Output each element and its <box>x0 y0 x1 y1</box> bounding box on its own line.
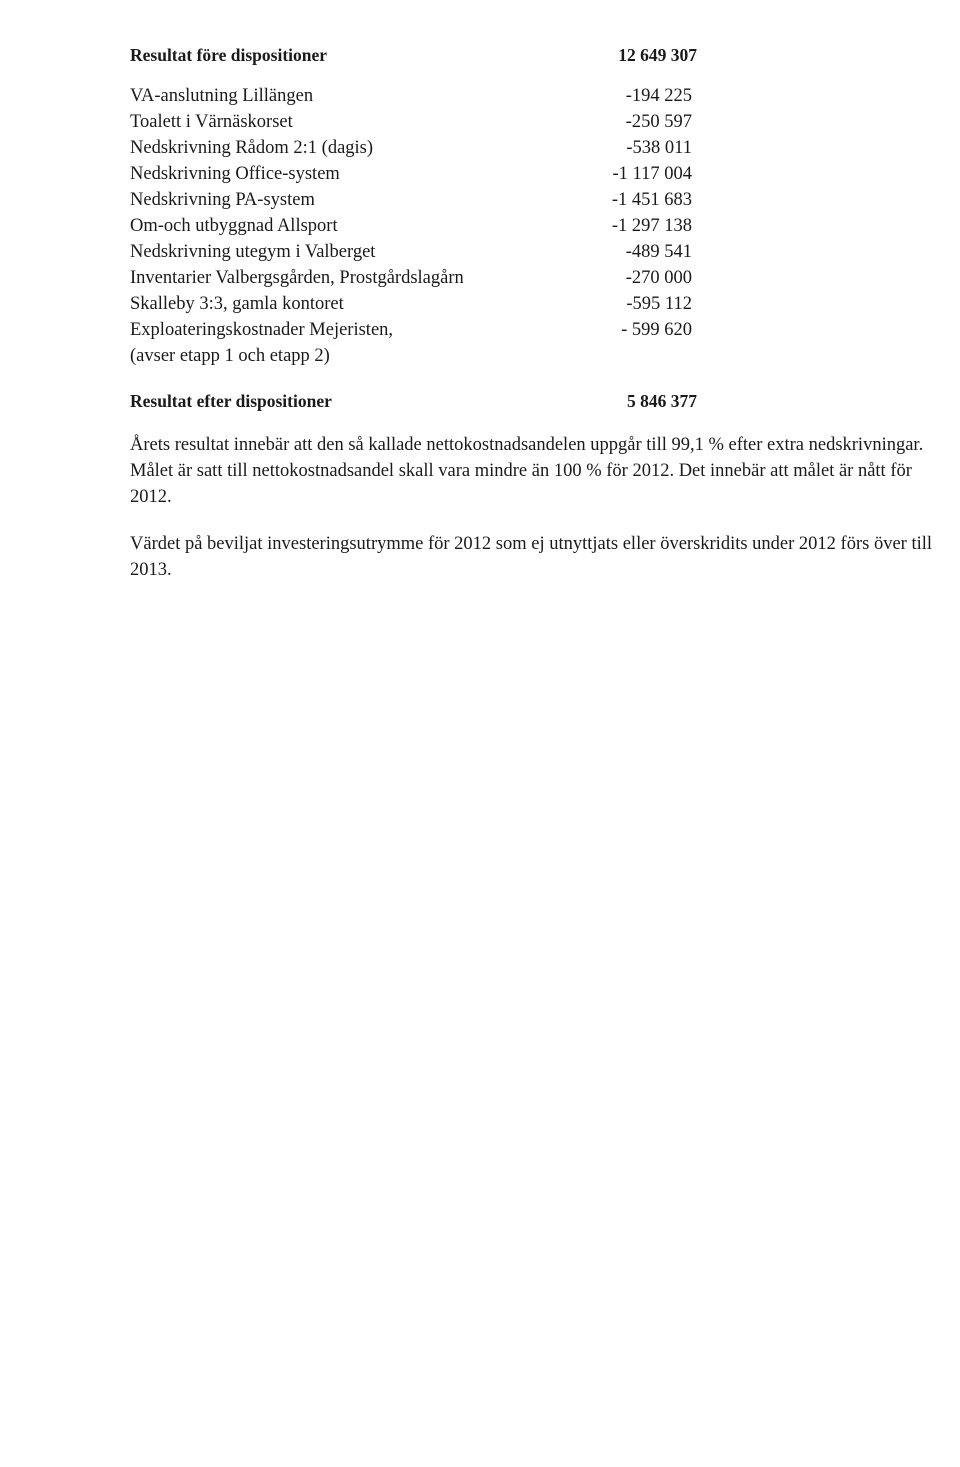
item-value: -595 112 <box>626 294 692 314</box>
item-value: - 599 620 <box>621 320 692 340</box>
result-before-label: Resultat före dispositioner <box>130 45 328 65</box>
result-after-value: 5 846 377 <box>627 391 697 411</box>
item-label: Om-och utbyggnad Allsport <box>130 216 338 236</box>
item-label: VA-anslutning Lillängen <box>130 86 314 106</box>
list-item <box>130 83 940 109</box>
paragraph-result-share: Årets resultat innebär att den så kallade nettokostnadsandelen uppgår till 99,1 % efter extra nedskrivningar. Målet är satt till nettokostnadsandel skall vara mindre än 100 % för 2012. Det innebär att målet är nått för 2012. <box>130 435 924 507</box>
list-item <box>130 265 940 291</box>
list-item <box>130 187 940 213</box>
item-value: -270 000 <box>625 268 692 288</box>
item-label: Skalleby 3:3, gamla kontoret <box>130 294 344 314</box>
item-label: Toalett i Värnäskorset <box>130 112 293 132</box>
result-after-row <box>130 388 940 414</box>
list-item <box>130 135 940 161</box>
list-item <box>130 317 940 343</box>
item-label: Inventarier Valbergsgården, Prostgårdslagårn <box>130 268 464 288</box>
result-before-value: 12 649 307 <box>618 45 697 65</box>
list-item <box>130 239 940 265</box>
item-value: -489 541 <box>625 242 692 262</box>
list-item <box>130 161 940 187</box>
list-item <box>130 291 940 317</box>
paragraph-investment-carryover: Värdet på beviljat investeringsutrymme för 2012 som ej utnyttjats eller överskridits under 2012 förs över till 2013. <box>130 534 933 580</box>
list-item <box>130 213 940 239</box>
item-label: Nedskrivning utegym i Valberget <box>130 242 376 262</box>
document-page <box>130 42 940 583</box>
dispositions-list <box>130 83 940 369</box>
item-value: -538 011 <box>626 138 692 158</box>
item-value: -194 225 <box>625 86 692 106</box>
item-value: -250 597 <box>625 112 692 132</box>
list-item <box>130 109 940 135</box>
result-after-label: Resultat efter dispositioner <box>130 391 332 411</box>
item-label: Nedskrivning Office-system <box>130 164 340 184</box>
item-label: Nedskrivning Rådom 2:1 (dagis) <box>130 138 374 158</box>
item-label: Exploateringskostnader Mejeristen, <box>130 320 394 340</box>
list-item-continuation <box>130 343 940 369</box>
item-value: -1 451 683 <box>611 190 692 210</box>
item-value: -1 117 004 <box>612 164 692 184</box>
item-label: Nedskrivning PA-system <box>130 190 315 210</box>
result-before-row <box>130 42 940 68</box>
item-value: -1 297 138 <box>611 216 692 236</box>
item-continuation-label: (avser etapp 1 och etapp 2) <box>130 346 330 366</box>
